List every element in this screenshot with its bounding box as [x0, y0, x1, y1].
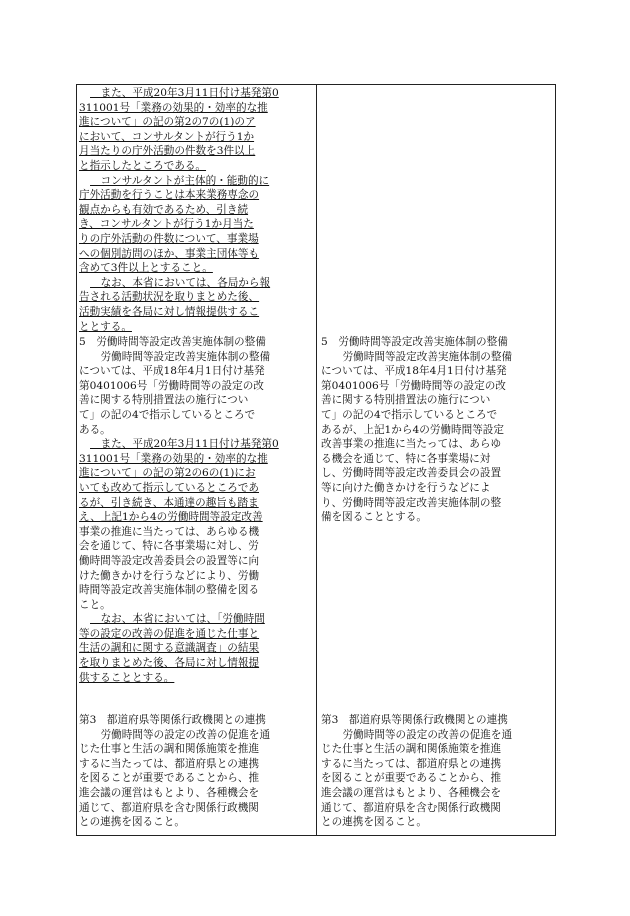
- line-text: また、平成20年3月11日付け基発第0: [90, 87, 279, 99]
- column-divider: [316, 85, 317, 835]
- text-line: [79, 452, 312, 467]
- text-line: [321, 364, 553, 379]
- text-line: [79, 771, 312, 786]
- text-line: [79, 144, 312, 159]
- line-text: じた仕事と生活の調和関係施策を推進: [321, 743, 502, 756]
- text-line: [79, 539, 312, 554]
- text-line: [79, 159, 312, 174]
- line-text: 庁外活動を行うことは本来業務専念の: [79, 189, 260, 202]
- line-text: については、平成18年4月1日付け基発: [79, 365, 265, 378]
- text-line: [79, 232, 312, 247]
- text-line: [321, 452, 553, 467]
- text-line: [79, 742, 312, 757]
- line-text: し、労働時間等設定改善委員会の設置: [321, 467, 502, 480]
- line-text: 生活の調和に関する意識調査」の結果: [79, 642, 260, 655]
- text-line: [79, 437, 312, 452]
- text-line: [321, 481, 553, 496]
- line-text: 含めて3件以上とすること。: [79, 262, 213, 275]
- text-line: [79, 423, 312, 438]
- line-text: また、平成20年3月11日付け基発第0: [90, 438, 279, 451]
- text-line: [321, 335, 553, 350]
- line-text: 進について」の記の第2の7の(1)のア: [79, 116, 256, 129]
- line-text: え、上記1から4の労働時間等設定改善: [79, 511, 263, 524]
- text-line: [321, 786, 553, 801]
- line-text: 時間等設定改善実施体制の整備を図る: [79, 584, 260, 597]
- text-line: [321, 496, 553, 511]
- right-block-section-3: [321, 713, 553, 830]
- text-line: [79, 598, 312, 613]
- line-text: 事業の推進に当たっては、あらゆる機: [79, 525, 260, 538]
- text-line: [321, 757, 553, 772]
- text-line: [79, 335, 312, 350]
- text-line: [79, 815, 312, 830]
- text-line: [321, 742, 553, 757]
- line-text: 等の設定の改善の促進を通じた仕事と: [79, 627, 260, 640]
- text-line: [321, 771, 553, 786]
- line-text: において、コンサルタントが行う1か: [79, 130, 255, 143]
- line-text: ある。: [79, 423, 111, 436]
- line-text: るが、引き続き、本通達の趣旨も踏ま: [79, 496, 259, 509]
- line-text: 進会議の運営はもとより、各種機会を: [321, 786, 502, 799]
- text-line: [79, 217, 312, 232]
- line-text: 供することとする。: [79, 671, 175, 684]
- text-line: [79, 801, 312, 816]
- text-line: [79, 115, 312, 130]
- line-text: 善に関する特別措置法の施行につい: [79, 394, 249, 407]
- text-line: [321, 466, 553, 481]
- text-line: [321, 393, 553, 408]
- line-text: 備を図ることとする。: [321, 511, 427, 524]
- line-text: 進会議の運営はもとより、各種機会を: [79, 786, 260, 799]
- text-line: [79, 408, 312, 423]
- text-line: [321, 437, 553, 452]
- line-text: なお、本省においては、「労働時間: [90, 613, 265, 626]
- text-line: [79, 290, 312, 305]
- line-text: 善に関する特別措置法の施行につい: [321, 394, 491, 407]
- text-line: [79, 671, 312, 686]
- text-line: [79, 393, 312, 408]
- text-line: [321, 350, 553, 365]
- text-line: [79, 203, 312, 218]
- text-line: [79, 261, 312, 276]
- text-line: [79, 554, 312, 569]
- line-text: 通じて、都道府県を含む関係行政機関: [321, 801, 501, 814]
- text-line: [321, 801, 553, 816]
- line-text: 第0401006号「労働時間等の設定の改: [79, 379, 264, 392]
- line-text: 労働時間等の設定の改善の促進を通: [90, 728, 271, 741]
- text-line: [79, 525, 312, 540]
- line-text: ととする。: [79, 320, 132, 333]
- line-text: こと。: [79, 598, 111, 611]
- line-text: 労働時間等設定改善実施体制の整備: [332, 350, 513, 363]
- text-line: [79, 786, 312, 801]
- line-text: 会を通じて、特に各事業場に対し、労: [79, 540, 259, 553]
- text-line: [79, 496, 312, 511]
- text-line: [79, 627, 312, 642]
- line-text: 311001号「業務の効果的・効率的な推: [79, 101, 268, 114]
- text-line: [79, 86, 312, 101]
- text-line: [321, 379, 553, 394]
- left-block-section-5: [79, 335, 312, 685]
- line-text: 労働時間等設定改善実施体制の整備: [90, 350, 271, 363]
- line-text: については、平成18年4月1日付け基発: [321, 365, 507, 378]
- line-text: との連携を図ること。: [79, 816, 185, 829]
- line-text: と指示したところである。: [79, 159, 207, 172]
- text-line: [79, 305, 312, 320]
- line-text: 改善事業の推進に当たっては、あらゆ: [321, 438, 502, 451]
- text-line: [79, 466, 312, 481]
- line-text: 等に向けた働きかけを行うなどによ: [321, 481, 491, 494]
- text-line: [79, 641, 312, 656]
- line-text: き、コンサルタントが行う1か月当た: [79, 218, 254, 231]
- line-text: なお、本省においては、各局から報: [90, 276, 271, 289]
- text-line: [321, 408, 553, 423]
- line-text: を図ることが重要であることから、推: [79, 772, 260, 785]
- text-line: [79, 481, 312, 496]
- text-line: [321, 713, 553, 728]
- text-line: [79, 757, 312, 772]
- line-text: 労働時間等の設定の改善の促進を通: [332, 728, 513, 741]
- line-text: 311001号「業務の効果的・効率的な推: [79, 452, 268, 465]
- line-text: 働時間等設定改善委員会の設置等に向: [79, 554, 260, 567]
- line-text: 第3 都道府県等関係行政機関との連携: [321, 714, 508, 726]
- line-text: 進について」の記の第2の6の(1)にお: [79, 467, 256, 480]
- text-line: [321, 510, 553, 525]
- line-text: するに当たっては、都道府県との連携: [321, 757, 502, 770]
- text-line: [79, 247, 312, 262]
- line-text: を取りまとめた後、各局に対し情報提: [79, 657, 260, 670]
- line-text: けた働きかけを行うなどにより、労働: [79, 569, 260, 582]
- text-line: [79, 276, 312, 291]
- line-text: 第3 都道府県等関係行政機関との連携: [79, 714, 266, 726]
- text-line: [321, 423, 553, 438]
- line-text: 5 労働時間等設定改善実施体制の整備: [79, 336, 266, 348]
- line-text: するに当たっては、都道府県との連携: [79, 757, 260, 770]
- text-line: [79, 101, 312, 116]
- text-line: [79, 612, 312, 627]
- comparison-table: [76, 84, 556, 836]
- text-line: [79, 350, 312, 365]
- line-text: りの庁外活動の件数について、事業場: [79, 232, 259, 245]
- line-text: を図ることが重要であることから、推: [321, 772, 502, 785]
- text-line: [79, 188, 312, 203]
- line-text: じた仕事と生活の調和関係施策を推進: [79, 743, 260, 756]
- line-text: 告される活動状況を取りまとめた後、: [79, 291, 260, 304]
- line-text: コンサルタントが主体的・能動的に: [90, 174, 270, 187]
- line-text: 活動実績を各局に対し情報提供するこ: [79, 305, 260, 318]
- line-text: て」の記の4で指示しているところで: [321, 408, 498, 421]
- line-text: て」の記の4で指示しているところで: [79, 408, 256, 421]
- text-line: [321, 728, 553, 743]
- line-text: る機会を通じて、特に各事業場に対: [321, 452, 491, 465]
- text-line: [79, 379, 312, 394]
- line-text: 第0401006号「労働時間等の設定の改: [321, 379, 506, 392]
- text-line: [79, 510, 312, 525]
- text-line: [79, 130, 312, 145]
- line-text: 5 労働時間等設定改善実施体制の整備: [321, 336, 508, 348]
- line-text: り、労働時間等設定改善実施体制の整: [321, 496, 502, 509]
- right-block-section-5: [321, 335, 553, 525]
- text-line: [79, 583, 312, 598]
- line-text: 観点からも有効であるため、引き続: [79, 203, 249, 216]
- line-text: への個別訪問のほか、事業主団体等も: [79, 247, 260, 260]
- text-line: [79, 364, 312, 379]
- text-line: [79, 713, 312, 728]
- left-block-section-3: [79, 713, 312, 830]
- line-text: 月当たりの庁外活動の件数を3件以上: [79, 145, 256, 158]
- line-text: との連携を図ること。: [321, 816, 427, 829]
- text-line: [321, 815, 553, 830]
- line-text: いても改めて指示しているところであ: [79, 481, 259, 494]
- text-line: [79, 656, 312, 671]
- line-text: 通じて、都道府県を含む関係行政機関: [79, 801, 259, 814]
- text-line: [79, 569, 312, 584]
- left-block-outside-activity: [79, 86, 312, 334]
- text-line: [79, 174, 312, 189]
- text-line: [79, 728, 312, 743]
- line-text: あるが、上記1から4の労働時間等設定: [321, 423, 504, 436]
- text-line: [79, 320, 312, 335]
